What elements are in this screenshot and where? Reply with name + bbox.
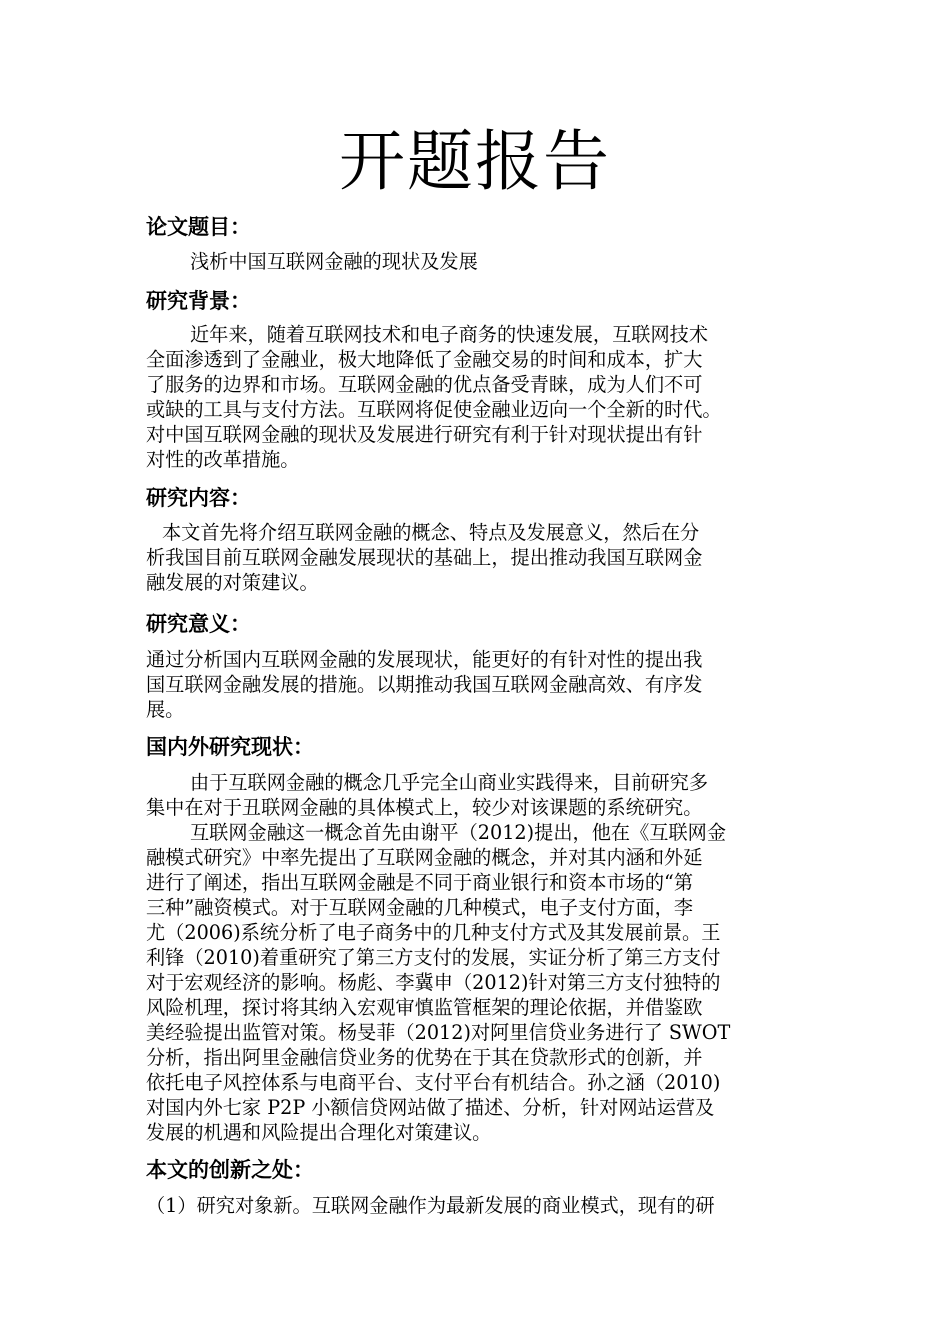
paragraph-line: 融发展的对策建议。 — [146, 571, 319, 594]
section-body-content — [146, 520, 806, 595]
section-body-thesis-title — [146, 249, 806, 274]
paragraph-line: 对中国互联网金融的现状及发展进行研究有利于针对现状提出有针 — [146, 423, 703, 446]
paragraph-line: 风险机理，探讨将其纳入宏观审慎监管框架的理论依据，并借鉴欧 — [146, 996, 703, 1019]
paragraph-line: 通过分析国内互联网金融的发展现状，能更好的有针对性的提出我 — [146, 648, 703, 671]
paragraph-line: 了服务的边界和市场。互联网金融的优点备受青睐，成为人们不可 — [146, 373, 703, 396]
paragraph-line: 全面渗透到了金融业，极大地降低了金融交易的时间和成本，扩大 — [146, 348, 703, 371]
section-heading-background: 研究背景： — [146, 289, 251, 313]
paragraph-line: 依托电子风控体系与电商平台、支付平台有机结合。孙之涵（2010) — [146, 1071, 721, 1094]
paragraph-line: 互联网金融这一概念首先由谢平（2012)提出，他在《互联网金 — [190, 821, 727, 844]
paragraph-line: 分析，指出阿里金融信贷业务的优势在于其在贷款形式的创新，并 — [146, 1046, 703, 1069]
paragraph-line: 进行了阐述，指出互联网金融是不同于商业银行和资本市场的“第 — [146, 871, 694, 894]
document-title: 开题报告 — [339, 123, 611, 200]
paragraph-line: 展。 — [146, 698, 185, 721]
paragraph-line: 对于宏观经济的影响。杨彪、李冀申（2012)针对第三方支付独特的 — [146, 971, 721, 994]
paragraph-line: 集中在对于丑联网金融的具体模式上，较少对该课题的系统研究。 — [146, 796, 703, 819]
section-heading-significance: 研究意义： — [146, 612, 251, 636]
paragraph-line: 由于互联网金融的概念几乎完全山商业实践得来，目前研究多 — [190, 771, 709, 794]
paragraph-line: 或缺的工具与支付方法。互联网将促使金融业迈向一个全新的时代。 — [146, 398, 722, 421]
section-heading-content: 研究内容： — [146, 486, 251, 510]
section-heading-innovation: 本文的创新之处： — [146, 1158, 314, 1182]
paragraph-line: 析我国目前互联网金融发展现状的基础上，提出推动我国互联网金 — [146, 546, 703, 569]
section-body-background — [146, 322, 806, 472]
paragraph-line: 发展的机遇和风险提出合理化对策建议。 — [146, 1121, 492, 1144]
paragraph-line: 融模式研究》中率先提出了互联网金融的概念，并对其内涵和外延 — [146, 846, 703, 869]
section-body-significance — [146, 647, 806, 722]
paragraph-line: 美经验提出监管对策。杨旻菲（2012)对阿里信贷业务进行了 SWOT — [146, 1021, 731, 1044]
paragraph-line: 尤（2006)系统分析了电子商务中的几种支付方式及其发展前景。王 — [146, 921, 721, 944]
section-body-innovation — [146, 1193, 806, 1218]
section-heading-literature: 国内外研究现状： — [146, 735, 314, 759]
paragraph-line: 利锋（2010)着重研究了第三方支付的发展，实证分析了第三方支付 — [146, 946, 721, 969]
paragraph-line: 本文首先将介绍互联网金融的概念、特点及发展意义，然后在分 — [162, 521, 700, 544]
paragraph-line: （1）研究对象新。互联网金融作为最新发展的商业模式，现有的研 — [146, 1194, 715, 1217]
paragraph-line: 近年来，随着互联网技术和电子商务的快速发展，互联网技术 — [190, 323, 709, 346]
paragraph-line: 浅析中国互联网金融的现状及发展 — [190, 250, 478, 273]
paragraph-line: 国互联网金融发展的措施。以期推动我国互联网金融高效、有序发 — [146, 673, 703, 696]
section-heading-thesis-title: 论文题目： — [146, 215, 251, 239]
paragraph-line: 对国内外七家 P2P 小额信贷网站做了描述、分析，针对网站运营及 — [146, 1096, 715, 1119]
paragraph-line: 三种”融资模式。对于互联网金融的几种模式，电子支付方面，李 — [146, 896, 694, 919]
section-body-literature — [146, 770, 806, 1145]
paragraph-line: 对性的改革措施。 — [146, 448, 300, 471]
